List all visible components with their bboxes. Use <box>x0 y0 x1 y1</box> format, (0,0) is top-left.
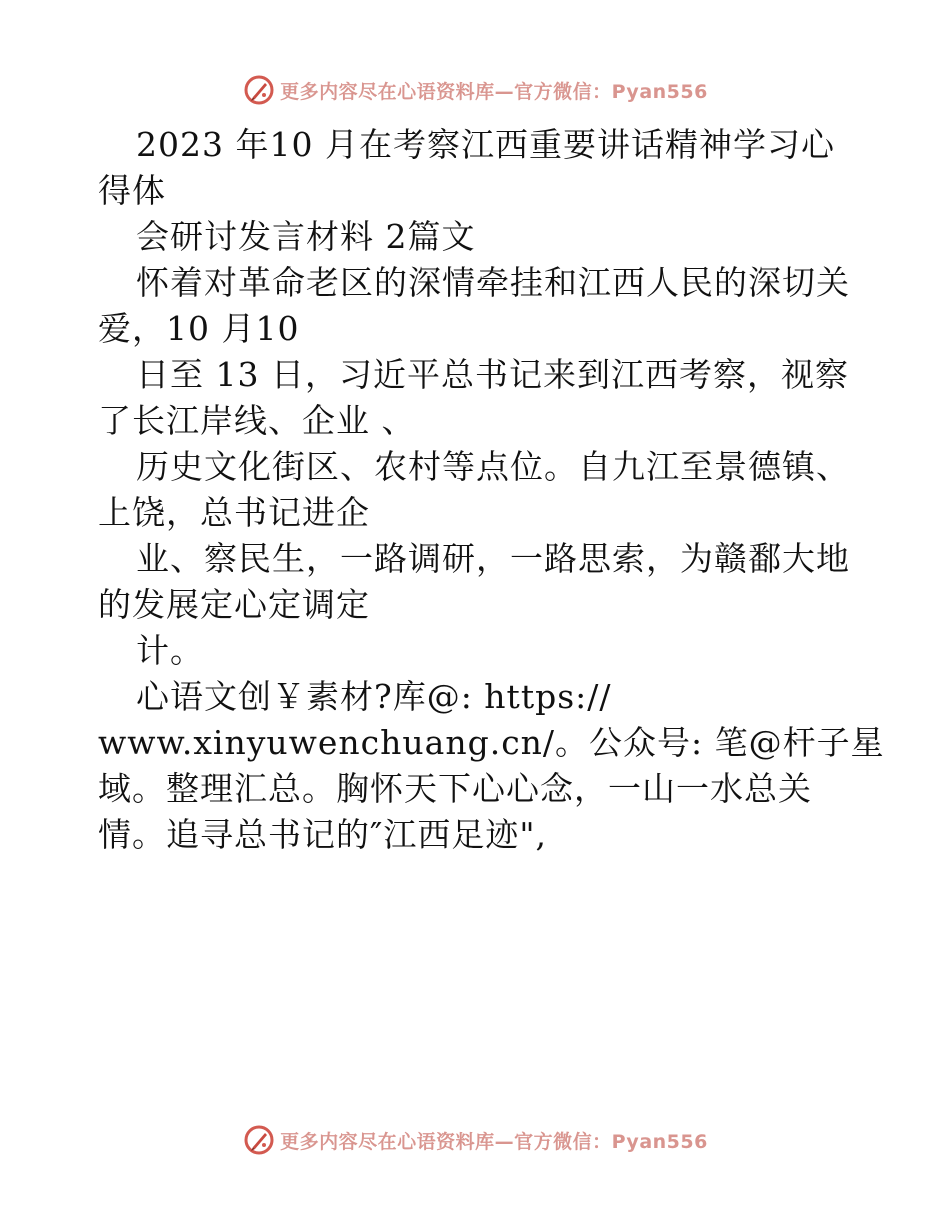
doc-line: 得体 <box>98 171 166 210</box>
pen-logo-icon <box>242 73 276 107</box>
doc-line: 上饶，总书记进企 <box>98 493 370 532</box>
doc-line: 怀着对革命老区的深情牵挂和江西人民的深切关 <box>136 263 850 302</box>
doc-line: 了长江岸线、企业 、 <box>98 401 416 440</box>
footer-watermark-banner <box>0 1120 950 1160</box>
doc-line: 2023 年10 月在考察江西重要讲话精神学习心 <box>136 125 835 164</box>
doc-line: 历史文化街区、农村等点位。自九江至景德镇、 <box>136 447 850 486</box>
doc-line: 会研讨发言材料 2篇文 <box>136 217 476 256</box>
header-banner-text: 更多内容尽在心语资料库—官方微信：Pyan556 <box>280 80 708 103</box>
doc-line: 计。 <box>136 631 204 670</box>
doc-line: 域。整理汇总。胸怀天下心心念，一山一水总关 <box>98 769 812 808</box>
doc-line: 日至 13 日，习近平总书记来到江西考察，视察 <box>136 355 849 394</box>
doc-line: 情。追寻总书记的″江西足迹", <box>98 815 547 854</box>
doc-line: www.xinyuwenchuang.cn/。公众号: 笔@杆子星 <box>98 723 885 762</box>
doc-line: 爱，10 月10 <box>98 309 300 348</box>
header-watermark-banner <box>0 70 950 110</box>
doc-line: 业、察民生，一路调研，一路思索，为赣鄱大地 <box>136 539 850 578</box>
document-body <box>98 122 885 858</box>
footer-banner-text: 更多内容尽在心语资料库—官方微信：Pyan556 <box>280 1130 708 1153</box>
pen-logo-icon <box>242 1123 276 1157</box>
doc-line: 心语文创￥素材?库@: https:// <box>136 677 612 716</box>
doc-line: 的发展定心定调定 <box>98 585 370 624</box>
